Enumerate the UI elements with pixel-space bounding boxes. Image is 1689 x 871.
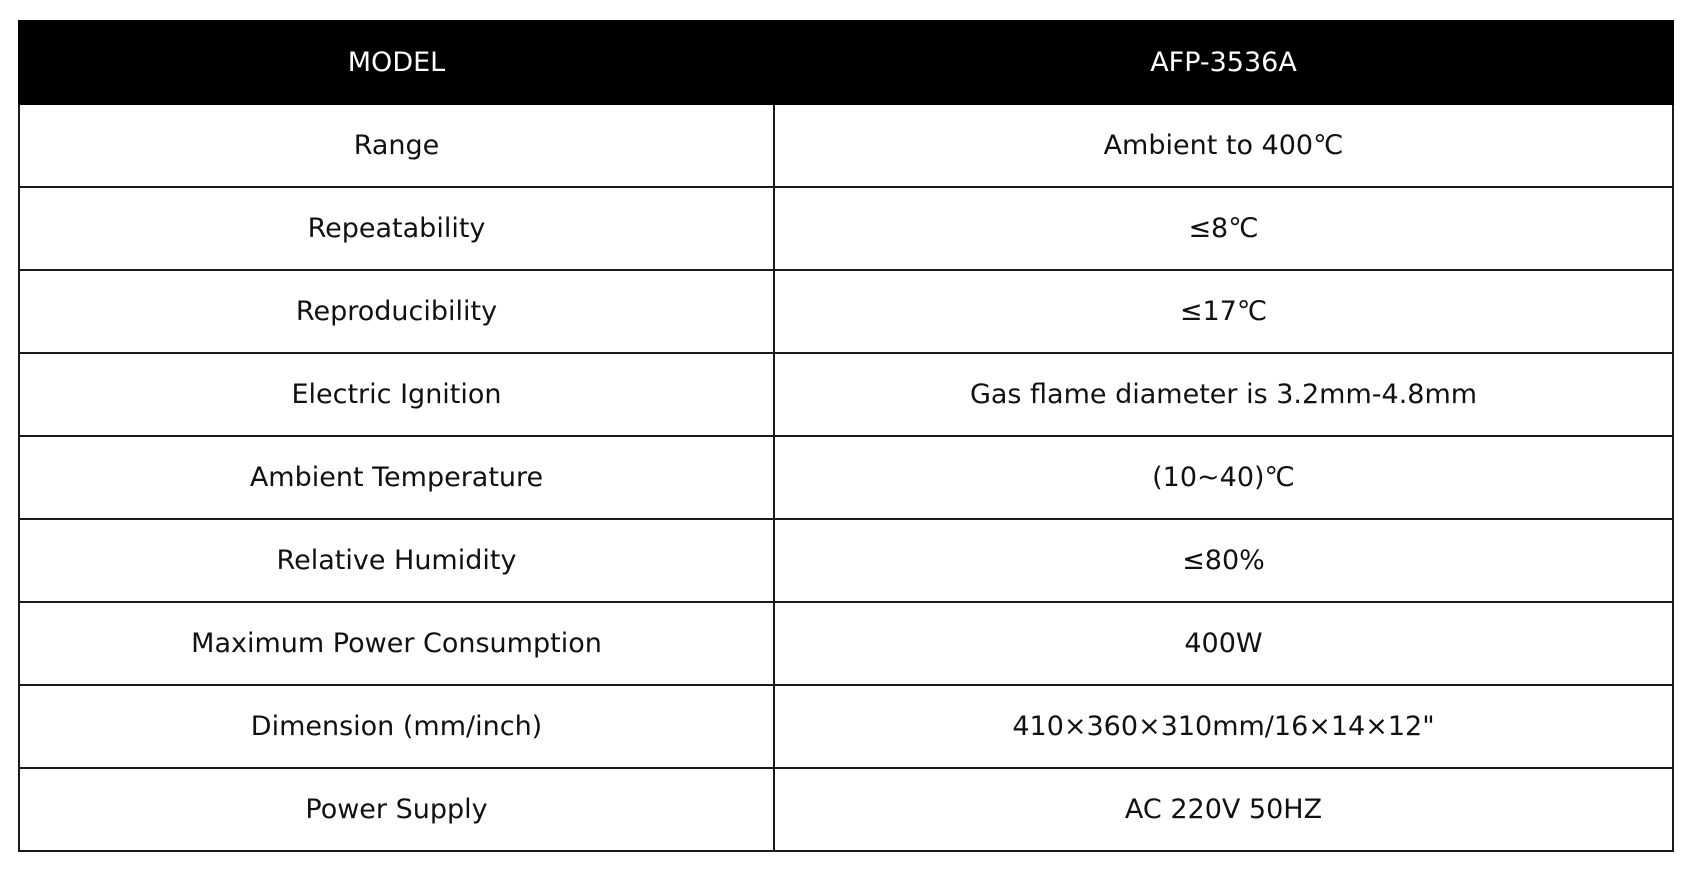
header-value-cell: AFP-3536A: [774, 21, 1673, 104]
table-row: [19, 270, 1673, 353]
table-row: [19, 436, 1673, 519]
table-row: [19, 602, 1673, 685]
spec-value-ambient-temperature: (10~40)℃: [774, 436, 1673, 519]
spec-label-range: Range: [19, 104, 774, 187]
spec-table-body: [19, 104, 1673, 851]
spec-value-reproducibility: ≤17℃: [774, 270, 1673, 353]
spec-label-reproducibility: Reproducibility: [19, 270, 774, 353]
spec-label-relative-humidity: Relative Humidity: [19, 519, 774, 602]
spec-label-repeatability: Repeatability: [19, 187, 774, 270]
header-label-cell: MODEL: [19, 21, 774, 104]
spec-value-relative-humidity: ≤80%: [774, 519, 1673, 602]
header-row: [19, 21, 1673, 104]
spec-value-power-supply: AC 220V 50HZ: [774, 768, 1673, 851]
spec-value-electric-ignition: Gas flame diameter is 3.2mm-4.8mm: [774, 353, 1673, 436]
table-row: [19, 685, 1673, 768]
table-row: [19, 104, 1673, 187]
table-row: [19, 768, 1673, 851]
table-row: [19, 353, 1673, 436]
spec-value-range: Ambient to 400℃: [774, 104, 1673, 187]
spec-value-dimension: 410×360×310mm/16×14×12": [774, 685, 1673, 768]
spec-table-header: [19, 21, 1673, 104]
table-row: [19, 519, 1673, 602]
spec-label-dimension: Dimension (mm/inch): [19, 685, 774, 768]
spec-value-max-power: 400W: [774, 602, 1673, 685]
spec-label-electric-ignition: Electric Ignition: [19, 353, 774, 436]
spec-table: [18, 20, 1674, 852]
spec-label-ambient-temperature: Ambient Temperature: [19, 436, 774, 519]
spec-label-power-supply: Power Supply: [19, 768, 774, 851]
spec-label-max-power: Maximum Power Consumption: [19, 602, 774, 685]
spec-value-repeatability: ≤8℃: [774, 187, 1673, 270]
table-row: [19, 187, 1673, 270]
